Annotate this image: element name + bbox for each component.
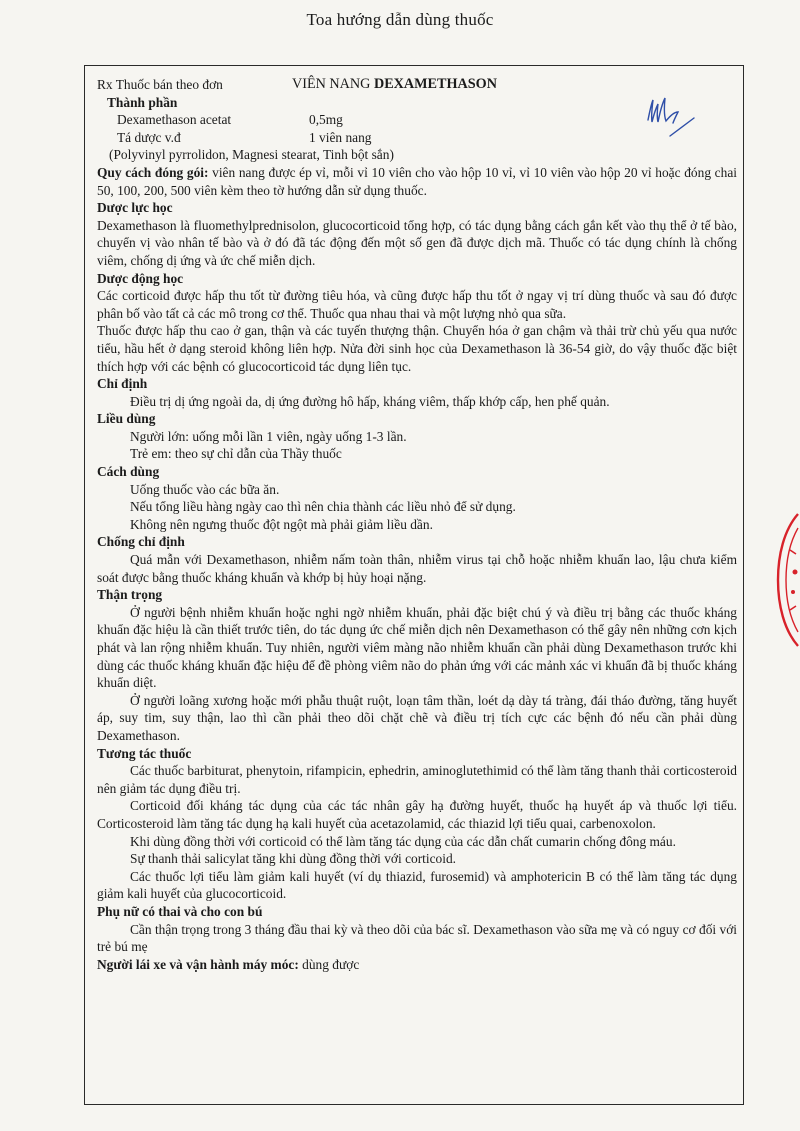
indications-heading: Chỉ định (97, 376, 148, 392)
product-name: DEXAMETHASON (373, 76, 497, 92)
driving: Người lái xe và vận hành máy móc: dùng được (97, 956, 360, 972)
administration-line: Uống thuốc vào các bữa ăn. (130, 481, 280, 497)
administration-line: Không nên ngưng thuốc đột ngột mà phải giảm liều dần. (130, 516, 433, 532)
pharmacokinetics-p1: Các corticoid được hấp thu tốt từ đường tiêu hóa, và cũng được hấp thu tốt ở ngay vị trí dùng thuốc và sau đó được phân bố vào tất cả các mô trong cơ thể. Thuốc qua nhau thai và một lượng nhỏ qua sữa. (97, 288, 737, 321)
interactions-p4: Sự thanh thải salicylat tăng khi dùng đồng thời với corticoid. (130, 851, 457, 867)
stamp-mark (768, 510, 800, 650)
administration-heading: Cách dùng (97, 464, 160, 480)
interactions-p2: Corticoid đối kháng tác dụng của các tác nhân gây hạ đường huyết, thuốc hạ huyết áp và thuốc lợi tiểu. Corticosteroid làm tăng tác dụng hạ kali huyết của acetazolamid, các thiazid lợi tiểu quai, carbenoxolon. (97, 798, 737, 831)
excipients: (Polyvinyl pyrrolidon, Magnesi stearat, Tinh bột sắn) (109, 147, 394, 163)
interactions-heading: Tương tác thuốc (97, 745, 192, 761)
composition-row: Tá dược v.đ 1 viên nang (117, 129, 372, 145)
page-title: Toa hướng dẫn dùng thuốc (306, 10, 494, 29)
pharmacodynamics-text: Dexamethason là fluomethylprednisolon, glucocorticoid tổng hợp, có tác dụng bằng cách gắn kết vào thụ thể ở tế bào, chuyển vị vào nhân tế bào và ở đó đã tác động đến một số gen đã được dịch mã. Thuốc có tác dụng chính là chống viêm, chống dị ứng và ức chế miễn dịch. (97, 217, 737, 268)
signature-mark (640, 90, 700, 140)
product-title: VIÊN NANG DEXAMETHASON (292, 76, 497, 92)
pregnancy-heading: Phụ nữ có thai và cho con bú (97, 903, 263, 919)
interactions-p5: Các thuốc lợi tiểu làm giảm kali huyết (ví dụ thiazid, furosemid) và amphotericin B có thể làm tăng tác dụng giảm kali huyết của glucocorticoid. (97, 868, 737, 902)
precautions-heading: Thận trọng (97, 587, 163, 603)
packaging: Quy cách đóng gói: viên nang được ép vỉ, mỗi vỉ 10 viên cho vào hộp 10 vỉ, vỉ 10 viên vào hộp 20 vỉ hoặc đóng chai 50, 100, 200, 500 viên kèm theo tờ hướng dẫn sử dụng thuốc. (97, 164, 737, 198)
administration-line: Nếu tổng liều hàng ngày cao thì nên chia thành các liều nhỏ để sử dụng. (130, 499, 516, 515)
composition-heading: Thành phần (107, 94, 178, 110)
pharmacokinetics-p2: Thuốc được hấp thu cao ở gan, thận và các tuyến thượng thận. Chuyển hóa ở gan chậm và thải trừ chủ yếu qua nước tiểu, hầu hết ở dạng steroid không liên hợp. Nửa đời sinh học của Dexamethason là 36-54 giờ, do vậy thuốc đặc biệt thích hợp với các bệnh có glucocorticoid tác dụng liên tục. (97, 323, 737, 374)
dosage-adult: Người lớn: uống mỗi lần 1 viên, ngày uống 1-3 lần. (130, 428, 407, 444)
interactions-p3: Khi dùng đồng thời với corticoid có thể làm tăng tác dụng của các dẫn chất cumarin chống đông máu. (130, 833, 676, 849)
pregnancy-text: Cần thận trọng trong 3 tháng đầu thai kỳ và theo dõi của bác sĩ. Dexamethason vào sữa mẹ và có nguy cơ đối với trẻ bú mẹ (97, 921, 737, 955)
contraindications-text: Quá mẫn với Dexamethason, nhiễm nấm toàn thân, nhiễm virus tại chỗ hoặc nhiễm khuẩn lao, lậu chưa kiểm soát được bằng thuốc kháng khuẩn và khớp bị hủy hoại nặng. (97, 552, 737, 585)
dosage-child: Trẻ em: theo sự chỉ dẫn của Thầy thuốc (130, 446, 342, 462)
leaflet-body (97, 76, 737, 973)
pharmacokinetics-heading: Dược động học (97, 270, 184, 286)
dosage-heading: Liều dùng (97, 411, 156, 427)
composition-row: Dexamethason acetat 0,5mg (117, 112, 343, 128)
contraindications-heading: Chống chỉ định (97, 534, 185, 550)
indications-text: Điều trị dị ứng ngoài da, dị ứng đường hô hấp, kháng viêm, thấp khớp cấp, hen phế quản. (130, 393, 610, 409)
pharmacodynamics-heading: Dược lực học (97, 200, 173, 216)
precautions-p2: Ở người loãng xương hoặc mới phẫu thuật ruột, loạn tâm thần, loét dạ dày tá tràng, đái tháo đường, tăng huyết áp, suy tim, suy thận, lao thì cần phải theo dõi chặt chẽ và điều trị tích cực các bệnh đó nếu cần phải dùng Dexamethason. (97, 692, 737, 743)
rx-label: Rx Thuốc bán theo đơn (97, 77, 223, 92)
precautions-p1: Ở người bệnh nhiễm khuẩn hoặc nghi ngờ nhiễm khuẩn, phải đặc biệt chú ý và điều trị bằng các thuốc kháng khuẩn đặc hiệu là cần thiết trước tiên, do tác dụng ức chế miễn dịch nên Dexamethason có thể gây nên những cơn kịch phát và lan rộng nhiễm khuẩn. Tuy nhiên, người viêm màng não nhiễm khuẩn cần phải dùng Dexamethason trước khi dùng các thuốc kháng khuẩn đặc hiệu để đề phòng viêm não do phản ứng với các mảnh xác vi khuẩn đã bị thuốc kháng khuẩn diệt. (97, 604, 737, 691)
interactions-p1: Các thuốc barbiturat, phenytoin, rifampicin, ephedrin, aminoglutethimid có thể làm tăng thanh thải corticosteroid nên giảm tác dụng điều trị. (97, 763, 737, 796)
